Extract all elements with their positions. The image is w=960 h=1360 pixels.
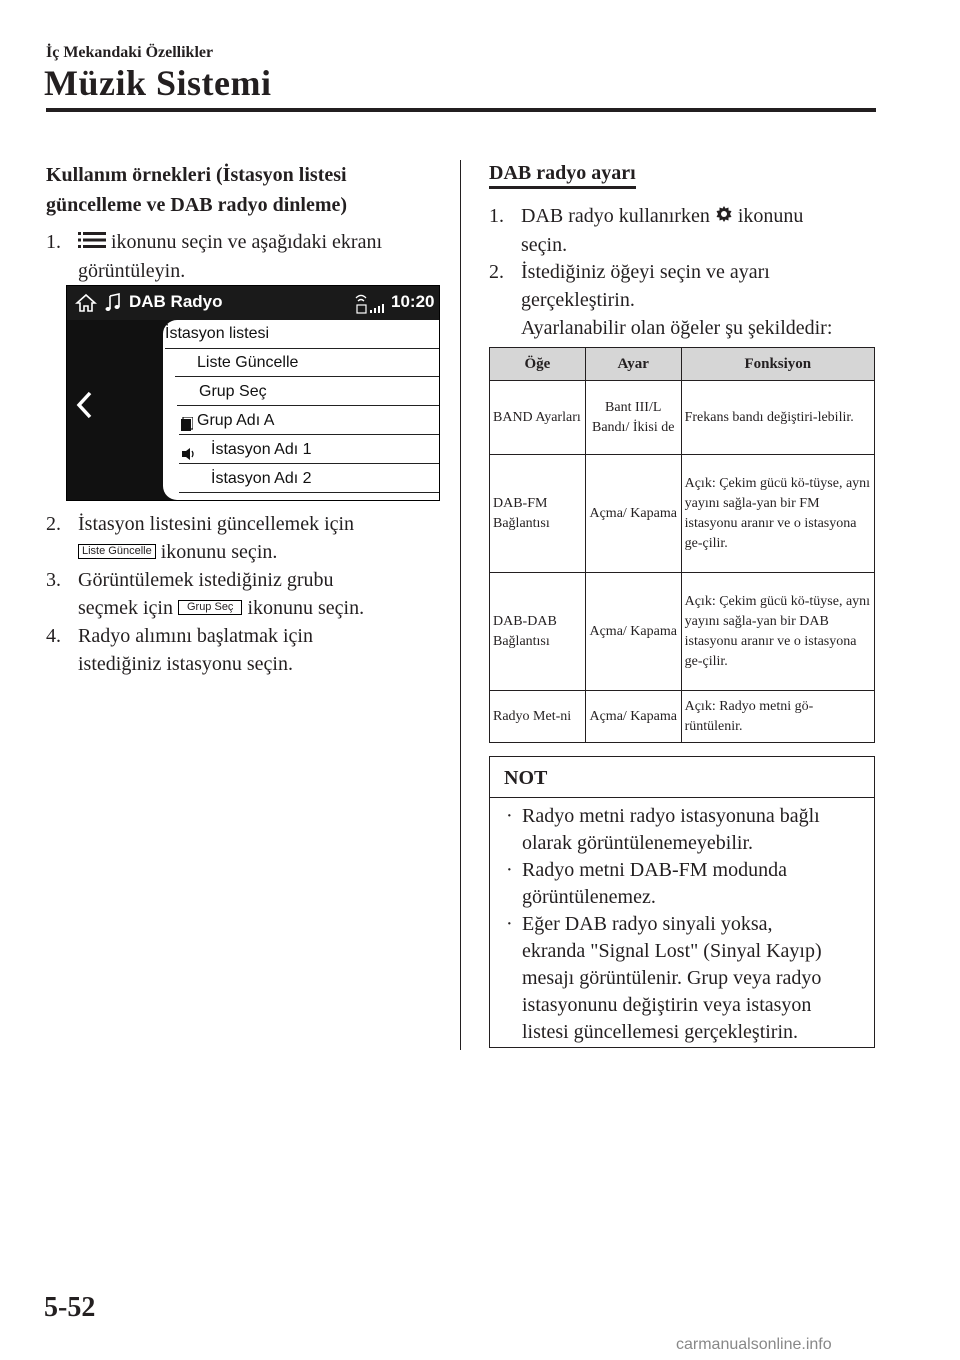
table-header-row [490, 348, 875, 381]
note-item: · Eğer DAB radyo sinyali yoksa, ekranda "Signal Lost" (Sinyal Kayıp) mesajı görüntülenir. Grup veya radyo istasyonunu değiştirin veya istasyon listesi güncellemesi gerçekleştirin. [506, 913, 822, 1043]
left-step-1: 1. ikonunu seçin ve aşağıdaki ekranı görüntüleyin. [46, 231, 383, 283]
table-row [490, 691, 875, 743]
table-row [490, 455, 875, 573]
note-title: NOT [504, 767, 548, 789]
section-label: İç Mekandaki Özellikler [46, 44, 214, 61]
left-heading: Kullanım örnekleri (İstasyon listesi güncelleme ve DAB radyo dinleme) [46, 164, 348, 216]
page-number: 5-52 [44, 1292, 96, 1323]
table-row [490, 573, 875, 691]
table-header-item: Öğe [490, 348, 586, 381]
table-row [490, 381, 875, 455]
right-step-2: 2. İstediğiniz öğeyi seçin ve ayarı gerçekleştirin. Ayarlanabilir olan öğeler şu şekildedir: [489, 261, 833, 339]
screen-title: DAB Radyo [129, 292, 223, 311]
music-note-icon [105, 293, 121, 318]
table-cell: DAB-FM Bağlantısı [490, 455, 586, 573]
note-item: · Radyo metni radyo istasyonuna bağlı olarak görüntülenemeyebilir. [506, 805, 820, 854]
list-icon [78, 229, 106, 257]
table-cell: BAND Ayarları [490, 381, 586, 455]
screen-topbar [67, 286, 439, 320]
note-box [489, 756, 875, 1048]
screen-time: 10:20 [391, 292, 435, 311]
left-step-2: 2. İstasyon listesini güncellemek için Liste Güncelle ikonunu seçin. [46, 513, 355, 563]
watermark: carmanualsonline.info [676, 1336, 832, 1353]
back-chevron-icon[interactable] [75, 390, 93, 425]
table-header-function: Fonksiyon [681, 348, 874, 381]
screen-row-group-select[interactable]: Grup Seç [177, 378, 440, 406]
screen-row-list-update[interactable]: Liste Güncelle [175, 349, 440, 377]
table-cell: Radyo Met-ni [490, 691, 586, 743]
table-cell: Açma/ Kapama [585, 455, 681, 573]
list-update-button[interactable]: Liste Güncelle [78, 544, 156, 559]
table-cell: Açma/ Kapama [585, 573, 681, 691]
screen-list [163, 320, 440, 500]
table-cell: Açma/ Kapama [585, 691, 681, 743]
right-step-1: 1. DAB radyo kullanırken ikonunu seçin. [489, 205, 804, 257]
right-heading: DAB radyo ayarı [489, 160, 636, 189]
screen-row-station-1[interactable]: İstasyon Adı 1 [179, 436, 440, 464]
home-icon [75, 293, 97, 318]
column-divider [460, 160, 461, 1050]
table-cell: Açık: Radyo metni gö-rüntülenir. [681, 691, 874, 743]
table-cell: Açık: Çekim gücü kö-tüyse, aynı yayını sağla-yan bir DAB istasyonu aranır ve o istasyona ge-çilir. [681, 573, 874, 691]
signal-icon [353, 293, 387, 320]
note-divider [490, 797, 874, 798]
screen-row-group-a[interactable]: Grup Adı A [179, 407, 440, 435]
note-item: · Radyo metni DAB-FM modunda görüntülenemez. [506, 859, 787, 908]
screen-row-station-2[interactable]: İstasyon Adı 2 [179, 465, 440, 493]
page-title: Müzik Sistemi [44, 63, 272, 103]
table-cell: DAB-DAB Bağlantısı [490, 573, 586, 691]
settings-gear-icon [715, 203, 733, 231]
dab-radio-screen [66, 285, 440, 501]
table-cell: Açık: Çekim gücü kö-tüyse, aynı yayını sağla-yan bir FM istasyonu aranır ve o istasyona ge-çilir. [681, 455, 874, 573]
left-step-3: 3. Görüntülemek istediğiniz grubu seçmek için Grup Seç ikonunu seçin. [46, 569, 365, 619]
title-rule [46, 108, 876, 112]
table-header-setting: Ayar [585, 348, 681, 381]
screen-row-station-list[interactable]: İstasyon listesi [165, 320, 440, 349]
table-cell: Bant III/L Bandı/ İkisi de [585, 381, 681, 455]
settings-table [489, 347, 875, 743]
left-step-4: 4. Radyo alımını başlatmak için istediğiniz istasyonu seçin. [46, 625, 313, 675]
table-cell: Frekans bandı değiştiri-lebilir. [681, 381, 874, 455]
group-select-button[interactable]: Grup Seç [178, 600, 242, 615]
